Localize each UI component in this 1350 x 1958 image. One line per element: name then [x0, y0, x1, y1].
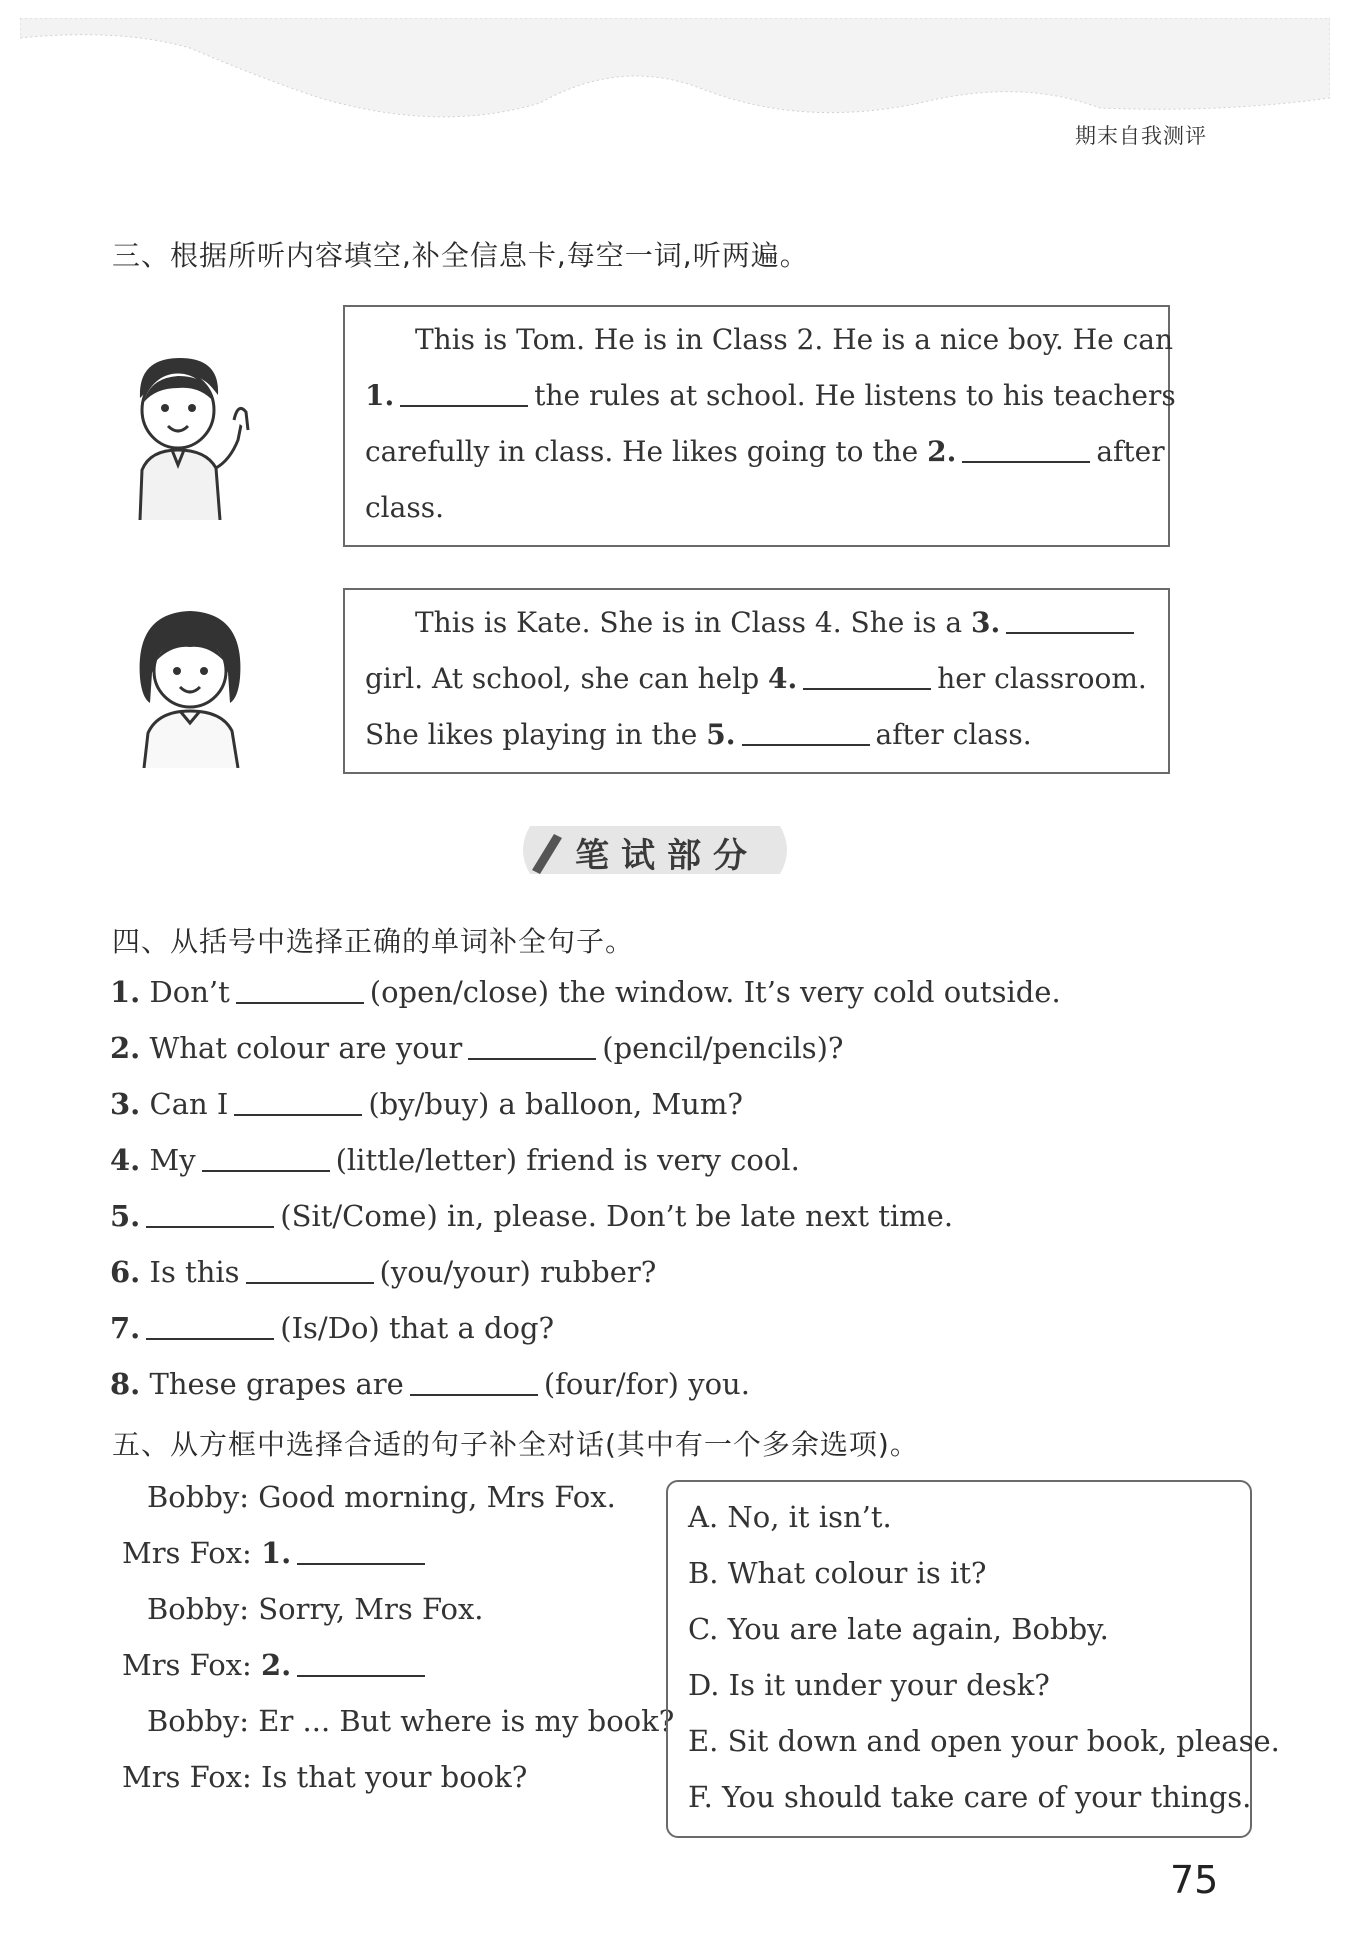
tom-line-2: 1. the rules at school. He listens to his teachers: [365, 379, 1176, 412]
dialogue-line-3: Bobby: Sorry, Mrs Fox.: [147, 1592, 484, 1626]
section3-title: 三、根据所听内容填空,补全信息卡,每空一词,听两遍。: [112, 239, 809, 272]
q7-blank[interactable]: [146, 1337, 274, 1340]
section4-title: 四、从括号中选择正确的单词补全句子。: [112, 925, 635, 958]
blank-5[interactable]: [742, 743, 870, 746]
q5-blank[interactable]: [146, 1225, 274, 1228]
tom-info-card: [343, 305, 1176, 547]
tom-line-1: This is Tom. He is in Class 2. He is a nice boy. He can: [415, 323, 1174, 356]
q1-blank[interactable]: [236, 1001, 364, 1004]
header-cloud-decoration: [20, 18, 1330, 128]
kate-line-3: She likes playing in the 5. after class.: [365, 718, 1032, 751]
blank-2[interactable]: [962, 460, 1090, 463]
dialogue-line-5: Bobby: Er ... But where is my book?: [147, 1704, 675, 1738]
option-f[interactable]: F. You should take care of your things.: [688, 1780, 1252, 1814]
blank-3[interactable]: [1006, 631, 1134, 634]
kate-line-1: This is Kate. She is in Class 4. She is a 3.: [365, 595, 1148, 651]
kate-info-card: [343, 588, 1170, 774]
question-3: 3. Can I (by/buy) a balloon, Mum?: [110, 1087, 743, 1121]
q3-blank[interactable]: [234, 1113, 362, 1116]
page-number: 75: [1170, 1858, 1219, 1902]
header-title: 期末自我测评: [1075, 124, 1207, 148]
written-section-label: 笔试部分: [575, 836, 759, 876]
kate-line-2: girl. At school, she can help 4. her classroom.: [365, 662, 1147, 695]
option-b[interactable]: B. What colour is it?: [688, 1556, 987, 1590]
dialogue-line-1: Bobby: Good morning, Mrs Fox.: [147, 1480, 616, 1514]
dialogue-blank-2[interactable]: [297, 1674, 425, 1677]
section5-title: 五、从方框中选择合适的句子补全对话(其中有一个多余选项)。: [112, 1428, 919, 1461]
question-1: 1. Don’t (open/close) the window. It’s very cold outside.: [110, 975, 1061, 1009]
blank-4[interactable]: [803, 687, 931, 690]
dialogue-line-2: Mrs Fox: 1.: [122, 1536, 431, 1570]
question-5: 5. (Sit/Come) in, please. Don’t be late next time.: [110, 1199, 954, 1233]
q6-blank[interactable]: [246, 1281, 374, 1284]
girl-kate-illustration: [130, 603, 250, 768]
question-2: 2. What colour are your (pencil/pencils)?: [110, 1031, 844, 1065]
q8-blank[interactable]: [410, 1393, 538, 1396]
boy-tom-illustration: [120, 350, 270, 520]
option-a[interactable]: A. No, it isn’t.: [688, 1500, 892, 1534]
question-7: 7. (Is/Do) that a dog?: [110, 1311, 555, 1345]
dialogue-line-6: Mrs Fox: Is that your book?: [122, 1760, 528, 1794]
q2-blank[interactable]: [468, 1057, 596, 1060]
question-4: 4. My (little/letter) friend is very cool.: [110, 1143, 800, 1177]
dialogue-blank-1[interactable]: [297, 1562, 425, 1565]
tom-line-3: carefully in class. He likes going to the 2. after: [365, 435, 1165, 468]
tom-line-4: class.: [365, 491, 444, 524]
option-c[interactable]: C. You are late again, Bobby.: [688, 1612, 1109, 1646]
option-d[interactable]: D. Is it under your desk?: [688, 1668, 1050, 1702]
q4-blank[interactable]: [202, 1169, 330, 1172]
option-e[interactable]: E. Sit down and open your book, please.: [688, 1724, 1280, 1758]
blank-1[interactable]: [400, 404, 528, 407]
question-8: 8. These grapes are (four/for) you.: [110, 1367, 750, 1401]
options-box: [666, 1480, 1280, 1838]
question-6: 6. Is this (you/your) rubber?: [110, 1255, 657, 1289]
dialogue-line-4: Mrs Fox: 2.: [122, 1648, 431, 1682]
